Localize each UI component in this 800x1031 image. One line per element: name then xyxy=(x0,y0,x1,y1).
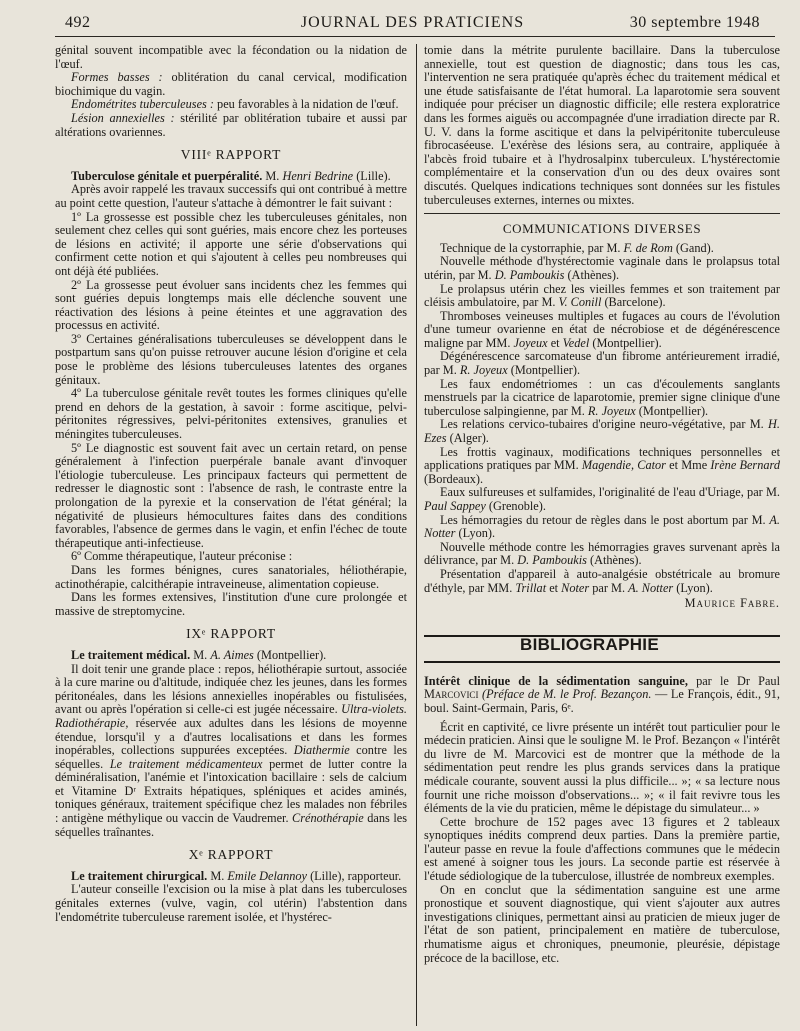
text-run: M. xyxy=(262,168,283,183)
left-column xyxy=(55,44,407,924)
text-run: A. Aimes xyxy=(210,647,254,662)
paragraph: 4º La tuberculose génitale revêt toutes les formes cliniques qu'elle prend en dehors de la gestation, à savoir : forme ascitique, pelvi-péritonites régressives, pelvi-péritonites extensives, granulies et méningites tuberculeuses. xyxy=(55,386,407,442)
text-run: Diathermie xyxy=(293,743,350,758)
text-run: (Gand). xyxy=(672,240,714,255)
paragraph: 1º La grossesse est possible chez les tuberculeuses génitales, non seulement chez celles qui sont guéries, mais encore chez les porteuses de lésions en activité; il apporte une série d'observations qui confirment cette notion et qui s'ajoutent à celles peu nombreuses qui ont déjà été publiées. xyxy=(55,209,407,278)
text-run: (Montpellier). xyxy=(635,403,709,418)
bibliography-heading: BIBLIOGRAPHIE xyxy=(520,634,659,654)
communication-item xyxy=(424,242,780,256)
text-run: (Montpellier). xyxy=(589,335,662,350)
text-run: Intérêt clinique de la sédimentation sanguine, xyxy=(424,673,688,688)
text-run: Nouvelle méthode d'hystérectomie vaginale dans le prolapsus total utérin, par M. xyxy=(424,254,780,282)
paragraph: Écrit en captivité, ce livre présente un intérêt tout particulier pour le médecin praticien. Ainsi que le souligne M. le Prof. Bezançon « l'intérêt du livre de M. Marcovici est de montrer que la méthode de la sédimentation peut rendre les plus grands services dans la pratique médicale courante, souvent aussi la plus difficile... »; « sa lecture nous fournit une riche moisson d'observations... »; « il fait revivre tous les éléments de la vie du praticien, même le dépistage du simulateur... » xyxy=(424,719,780,816)
communication-item xyxy=(424,418,780,445)
communication-item xyxy=(424,446,780,487)
section-heading: IXᵉ RAPPORT xyxy=(186,626,276,642)
section-heading: Xᵉ RAPPORT xyxy=(188,847,274,863)
bibliography-banner xyxy=(424,635,780,663)
text-run: (Bordeaux). xyxy=(424,471,484,486)
text-run: Noter xyxy=(561,580,590,595)
text-run: (Préface de M. le Prof. Bezançon. xyxy=(478,687,652,702)
text-run: D. Pamboukis xyxy=(494,267,565,282)
paragraph: Après avoir rappelé les travaux successifs qui ont contribué à mettre au point cette question, l'auteur s'attache à démontrer le fait suivant : xyxy=(55,182,407,210)
text-run: M. xyxy=(190,647,211,662)
communication-item xyxy=(424,541,780,568)
text-run: oblitération du canal cervical, modification biochimique du vagin. xyxy=(55,70,407,98)
communication-item xyxy=(424,255,780,282)
paragraph: On en conclut que la sédimentation sanguine est une arme pronostique et souvent diagnostique, qui vient s'ajouter aux autres investigations cliniques, permettant ainsi au praticien de mieux juger de l'état de son patient, principalement en matière de tuberculose, rhumatisme aigus et chroniques, pneumonie, pleurésie, dépistage précoce de la bacillose, etc. xyxy=(424,882,780,965)
text-run: (Grenoble). xyxy=(485,499,546,513)
book-reference xyxy=(424,675,780,716)
paragraph: 3º Certaines généralisations tuberculeuses se développent dans le postpartum sans qu'on puisse retrouver aucune lésion d'origine et cela pose le problème des lésions tuberculeuses latentes des organes génitaux. xyxy=(55,331,407,387)
text-run: Vedel xyxy=(562,335,590,350)
paragraph xyxy=(55,98,407,112)
text-run: V. Conill xyxy=(558,295,602,310)
text-run: Formes basses : xyxy=(71,70,163,85)
text-run: — Le François, édit., 91, boul. Saint-Germain, Paris, 6ᵉ. xyxy=(424,687,780,715)
text-run: Trillat xyxy=(515,580,547,595)
text-run: Les hémorragies du retour de règles dans le post abortum par M. xyxy=(440,512,770,527)
text-run: F. de Rom xyxy=(623,240,673,255)
text-run: Tuberculose génitale et puerpéralité. xyxy=(71,168,263,183)
section-divider xyxy=(424,213,780,214)
text-run: Marcovici xyxy=(424,687,479,702)
text-run: réservée aux adultes dans les lésions de moyenne étendue, lorsqu'il y a d'autres localisations et dans les formes inopérables, collections suppurées exceptées. xyxy=(55,715,407,758)
text-run: H. Ezes xyxy=(424,417,780,446)
text-run: Thromboses veineuses multiples et fugaces au cours de l'évolution d'une tumeur ovarienne en état de nécrobiose et de dégénérescence maligne par MM. xyxy=(424,308,780,350)
paragraph: tomie dans la métrite purulente bacillaire. Dans la tuberculose annexielle, tout est question de diagnostic; dans tous les cas, l'intervention ne sera pratiquée qu'après échec du traitement médical et une étude satisfaisante de l'état humoral. La laparotomie sera souvent indiquée pour préciser un diagnostic difficile; elle restera exploratrice dans les formes aiguës ou accompagnée d'une irradiation directe par R. U. V. dans la forme ascitique et dans la pelvipéritonite tuberculeuse fibrocaséeuse. L'exérèse des lésions sera, au contraire, appliquée à l'abcès froid tubaire et à l'hydrosalpinx tuberculeux. L'hystérectomie complémentaire et la conservation d'un ou des deux ovaires sont discutés. Quelques indications techniques sont données sur les fistules tuberculeuses externes, internes ou mixtes. xyxy=(424,43,780,207)
text-run: (Athènes). xyxy=(586,553,642,568)
text-run: Magendie, Cator xyxy=(581,458,666,473)
text-run: Endométrites tuberculeuses : xyxy=(71,97,214,112)
text-run: Le traitement médical. xyxy=(71,647,191,662)
text-run: A. Notter xyxy=(628,580,674,595)
paragraph: 5º Le diagnostic est souvent fait avec un certain retard, on pense généralement à l'infection puerpérale banale avant d'invoquer l'étiologie tuberculeuse. Les principaux facteurs qui permettent de redresser le diagnostic sont : l'absence de rash, le contraste entre la prolongation de la pyrexie et la conservation de l'état général; la négativité de plusieurs hémocultures faites dans des conditions favorables, l'absence de germes dans le vagin, et enfin l'échec de toute thérapeutique anti-infectieuse. xyxy=(55,440,407,550)
issue-date: 30 septembre 1948 xyxy=(629,14,760,31)
text-run: (Barcelone). xyxy=(601,295,666,310)
author-signature: Maurice Fabre. xyxy=(684,596,780,611)
text-run: Crénothérapie xyxy=(292,811,364,826)
text-run: Lésion annexielles : xyxy=(71,110,175,125)
report-title xyxy=(55,649,407,663)
text-run: Le traitement médicamenteux xyxy=(109,756,263,771)
text-run: Les faux endométriomes : un cas d'écoulements sanglants menstruels par la cicatrice de laparotomie, premier signe clinique d'une tuberculose salpingienne, par M. xyxy=(424,376,780,418)
report-title xyxy=(55,170,407,184)
paragraph xyxy=(55,112,407,139)
right-column xyxy=(424,44,780,965)
text-run: M. xyxy=(207,868,228,883)
page-header xyxy=(55,10,770,38)
communication-item xyxy=(424,283,780,310)
header-rule xyxy=(55,36,775,37)
text-run: Paul Sappey xyxy=(424,499,486,513)
text-run: (Lille), rapporteur. xyxy=(307,868,402,883)
text-run: contre les séquelles. xyxy=(55,743,407,771)
report-title xyxy=(55,870,407,884)
communication-item xyxy=(424,310,780,351)
text-run: (Montpellier). xyxy=(253,647,327,662)
communication-item xyxy=(424,350,780,377)
paragraph: 2º La grossesse peut évoluer sans incidents chez les femmes qui sont guéries depuis longtemps mais elle déclenche souvent une réactivation des lésions à peine éteintes et une aggravation des processus en activité. xyxy=(55,277,407,333)
text-run: Emile Delannoy xyxy=(227,868,307,883)
text-run: Les frottis vaginaux, modifications techniques personnelles et applications pratiques par MM. xyxy=(424,444,780,473)
text-run: Présentation d'appareil à auto-analgésie obstétricale au bromure d'éthyle, par MM. xyxy=(424,566,780,595)
text-run: permet de lutter contre la déminéralisation, l'anémie et l'intoxication bacillaire : sels de calcium et Vitamine Dʳ Extraits hépatiques, spléniques et acides aminés, toniques généraux, traitement spécifique chez les malades non fébriles : antigène méthylique ou vaccin de Vaudremer. xyxy=(55,756,407,826)
text-run: Technique de la cystorraphie, par M. xyxy=(440,240,624,255)
paragraph xyxy=(55,71,407,98)
paragraph: Dans les formes extensives, l'institution d'une cure prolongée et massive de streptomycine. xyxy=(55,590,407,618)
text-run: (Lyon). xyxy=(455,526,496,541)
text-run: Irène Bernard xyxy=(710,458,780,473)
text-run: (Alger). xyxy=(446,431,489,446)
text-run: et xyxy=(547,335,563,350)
text-run: (Lyon). xyxy=(673,580,713,595)
text-run: par M. xyxy=(589,580,629,595)
text-run: Il doit tenir une grande place : repos, héliothérapie surtout, associée à la cure marine ou d'altitude, indiquée chez les jeunes, dans les formes péritonéales, dans les lésions annexielles inopérables ou fistulisées, avant ou après l'opération si celle-ci est jugée nécessaire. xyxy=(55,661,407,717)
text-run: et Mme xyxy=(665,458,711,473)
text-run: Le prolapsus utérin chez les vieilles femmes et son traitement par cléisis ambulatoire, par M. xyxy=(424,281,780,310)
text-run: et xyxy=(546,580,562,595)
text-run: A. Notter xyxy=(424,512,780,541)
paragraph: Dans les formes bénignes, cures sanatoriales, héliothérapie, actinothérapie, calcithérapie intraveineuse, alimentation copieuse. xyxy=(55,562,407,591)
page-number: 492 xyxy=(65,14,91,31)
text-run: R. Joyeux xyxy=(459,363,508,378)
text-run: Les relations cervico-tubaires d'origine neuro-végétative, par M. xyxy=(440,417,769,432)
text-run: Le traitement chirurgical. xyxy=(71,868,208,883)
text-run: Eaux sulfureuses et sulfamides, l'originalité de l'eau d'Uriage, par M. xyxy=(440,485,780,500)
paragraph: 6º Comme thérapeutique, l'auteur préconise : xyxy=(71,549,293,564)
paragraph: Cette brochure de 152 pages avec 13 figures et 2 tableaux synoptiques inédits comprend deux parties. Dans la première partie, l'auteur passe en revue la foule d'affections communes que le médecin est amené à soigner tous les jours. La seconde partie est réservée à l'étude sédiologique de la tuberculose, illustrée de nombreux exemples. xyxy=(424,814,780,884)
paragraph: L'auteur conseille l'excision ou la mise à plat dans les tuberculoses génitales externes (vulve, vagin, col utérin) l'abstention dans l'endométrite tuberculeuse rarement isolée, et l'hystérec- xyxy=(55,882,407,924)
paragraph: génital souvent incompatible avec la fécondation ou la nidation de l'œuf. xyxy=(55,43,407,71)
communication-item xyxy=(424,514,780,541)
text-run: (Montpellier). xyxy=(507,363,581,378)
text-run: stérilité par oblitération tubaire et aussi par altérations ovariennes. xyxy=(55,110,407,139)
text-run: R. Joyeux xyxy=(587,403,636,418)
text-run: Ultra-violets. Radiothérapie, xyxy=(55,702,407,730)
paragraph xyxy=(55,663,407,840)
section-heading: COMMUNICATIONS DIVERSES xyxy=(502,221,702,237)
text-run: (Lille). xyxy=(353,168,391,183)
text-run: Henri Bedrine xyxy=(282,168,354,183)
communication-item xyxy=(424,568,780,595)
text-run: par le Dr Paul xyxy=(687,673,780,688)
text-run: Dégénérescence sarcomateuse d'un fibrome antérieurement irradié, par M. xyxy=(424,349,780,378)
section-heading: VIIIᵉ RAPPORT xyxy=(180,147,282,163)
communication-item xyxy=(424,378,780,419)
text-run: Joyeux xyxy=(513,335,548,350)
text-run: dans les séquelles traînantes. xyxy=(55,811,407,839)
text-run: peu favorables à la nidation de l'œuf. xyxy=(213,97,399,112)
communication-item xyxy=(424,486,780,513)
text-run: (Athènes). xyxy=(564,267,620,282)
journal-title: JOURNAL DES PRATICIENS xyxy=(300,14,525,31)
column-rule xyxy=(416,44,417,1026)
text-run: D. Pamboukis xyxy=(517,553,587,568)
text-run: Nouvelle méthode contre les hémorragies graves survenant après la délivrance, par M. xyxy=(424,539,780,568)
